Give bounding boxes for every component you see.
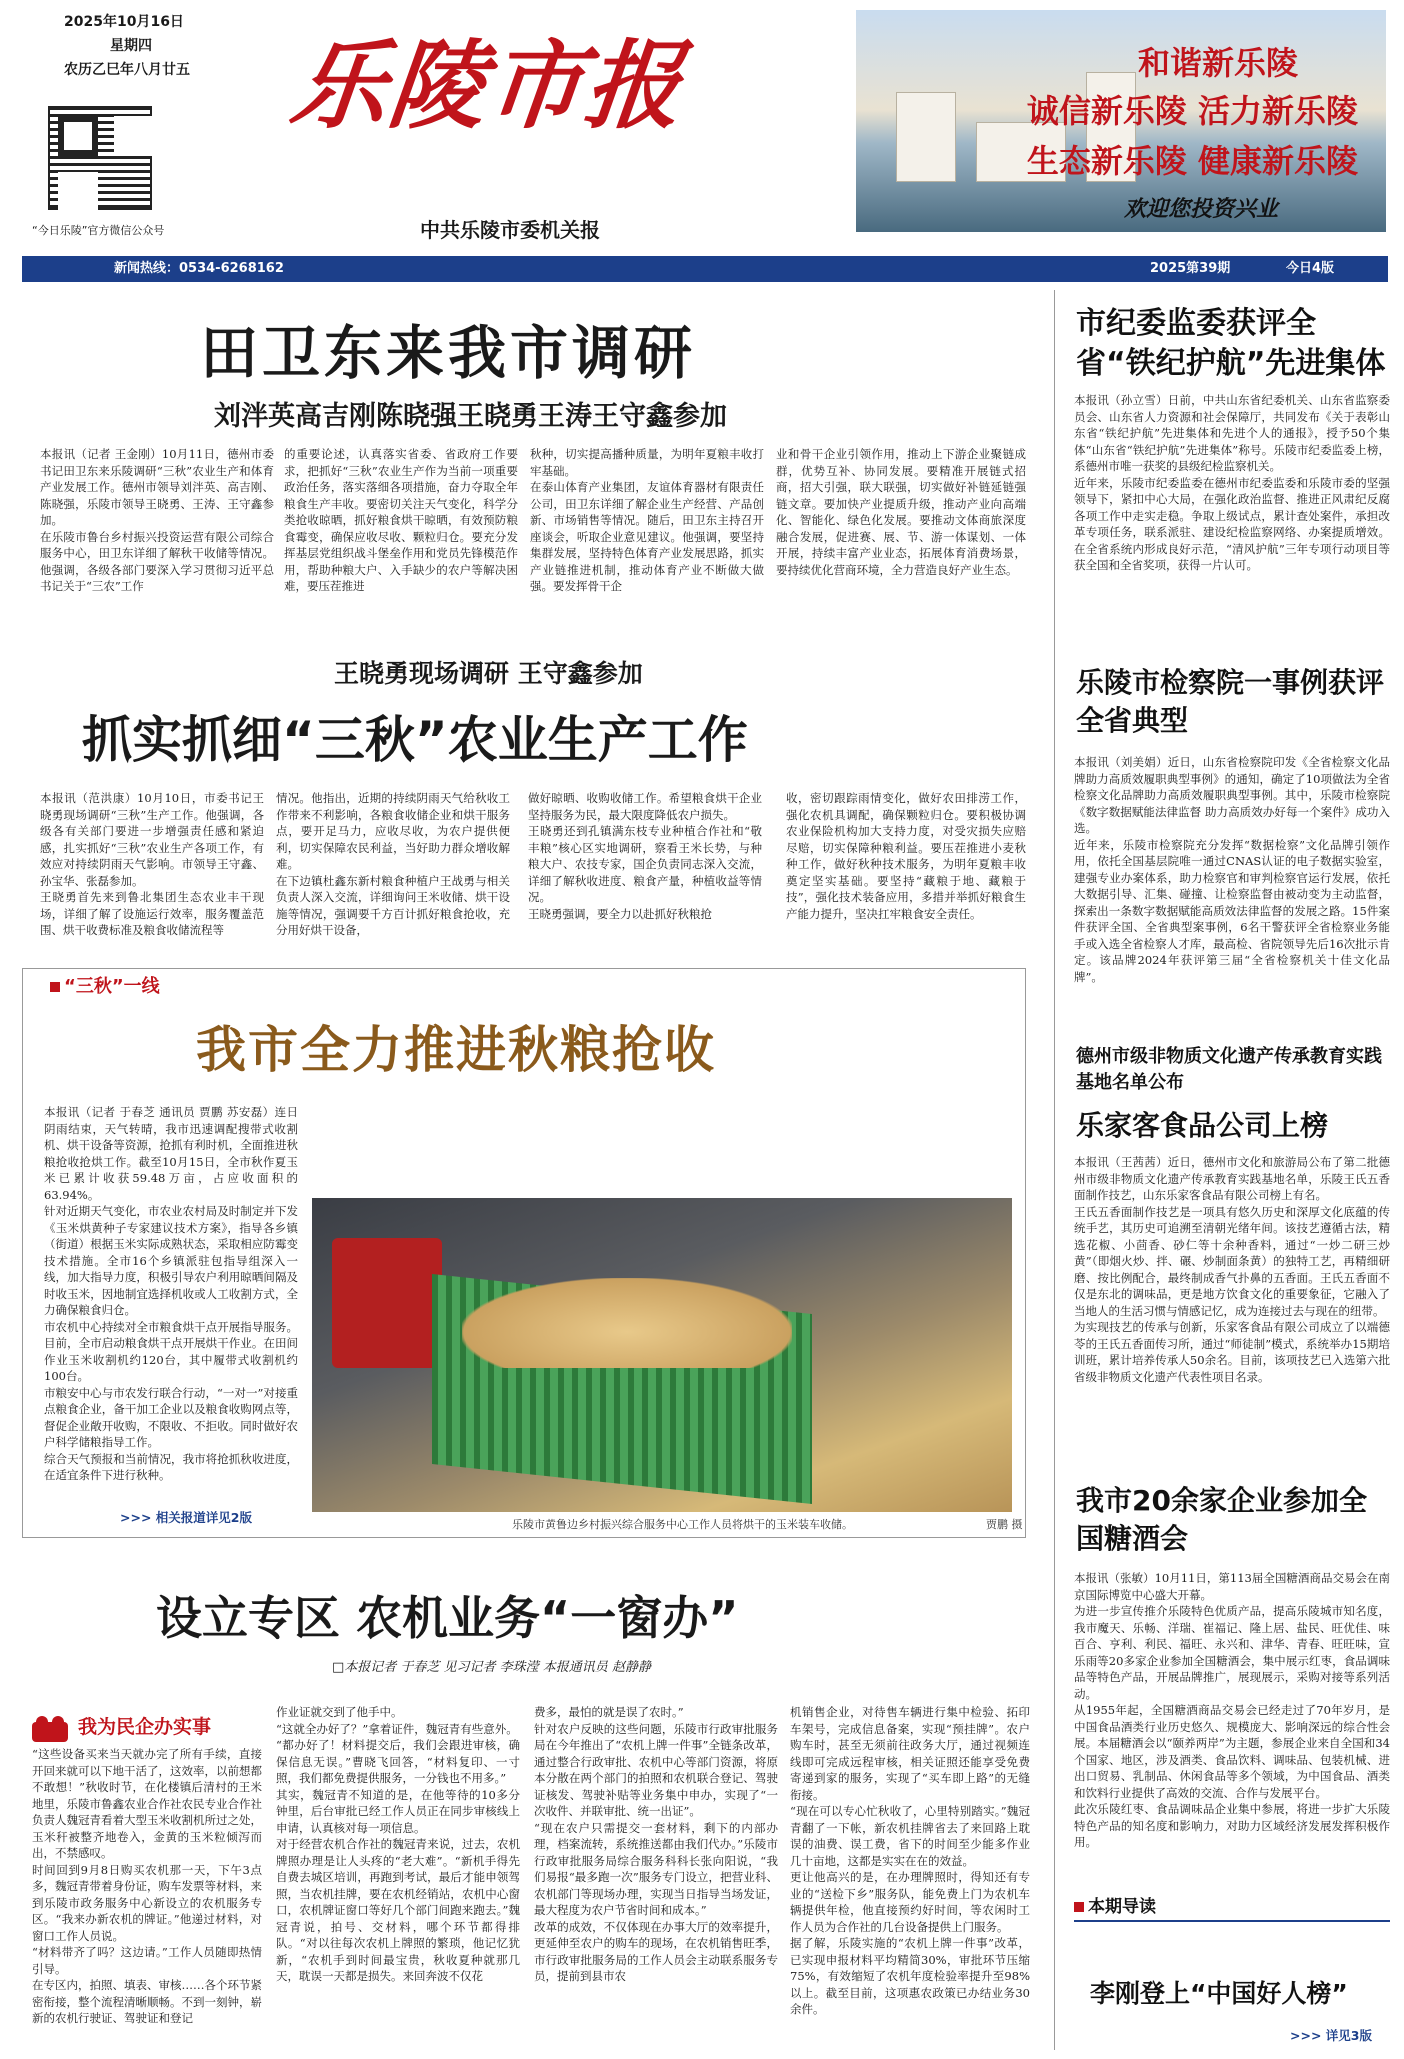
right-a-headline: 市纪委监委获评全省“铁纪护航”先进集体 <box>1076 306 1386 381</box>
feature-tag <box>50 972 160 998</box>
right-c-body: 本报讯（王茜茜）近日，德州市文化和旅游局公布了第二批德州市级非物质文化遗产传承教育实践基地名单，乐陵王氏五香面制作技艺，山东乐家客食品有限公司榜上有名。 王氏五香面制作技艺是一项具有悠久历史和深厚文化底蕴的传统手艺，其历史可追溯至清朝光绪年间。该技艺遵循古法，精选花椒、小茴香、砂仁等十余种香料，通过“一炒二研三炒黄”（即烟火炒、拌、碾、炒制面条黄）的独特工艺，再精细研磨、按比例配合，最终制成香气扑鼻的五香面。王氏五香面不仅是东北的调味品，更是地方饮食文化的重要象征，它融入了当地人的生活习惯与情感记忆，成为连接过去与现在的纽带。 为实现技艺的传承与创新，乐家客食品有限公司成立了以端德苓的王氏五香面传习所，通过“师徒制”模式，系统举办15期培训班，累计培养传承人50余名。目前，该项技艺已入选第六批省级非物质文化遗产代表性项目名录。 <box>1074 1155 1390 1384</box>
guide-tag-label: 本期导读 <box>1088 1897 1156 1917</box>
paper-host: 中共乐陵市委机关报 <box>420 218 600 242</box>
right-d-headline: 我市20余家企业参加全国糖酒会 <box>1076 1484 1367 1555</box>
feature-headline: 我市全力推进秋粮抢收 <box>196 1020 716 1079</box>
fourth-headline: 设立专区 农机业务“一窗办” <box>156 1591 739 1645</box>
guide-square-icon <box>1074 1902 1084 1912</box>
guide-more-link[interactable]: >>> 详见3版 <box>1290 2028 1372 2043</box>
right-b-headline: 乐陵市检察院一事例获评全省典型 <box>1076 666 1385 737</box>
second-kicker: 王晓勇现场调研 王守鑫参加 <box>334 659 643 688</box>
hotline: 新闻热线：0534-6268162 <box>114 261 284 276</box>
right-c-kicker: 德州市级非物质文化遗产传承教育实践基地名单公布 <box>1076 1046 1382 1093</box>
right-b-body: 本报讯（刘美娟）近日，山东省检察院印发《全省检察文化品牌助力高质效履职典型事例》的通知，确定了10项做法为全省检察文化品牌助力高质效履职典型事例。其中，乐陵市检察院《数字数据赋能法律监督 助力高质效办好每一个案件》成功入选。 近年来，乐陵市检察院充分发挥“数据检察”文化品牌引领作用，依托全国基层院唯一通过CNAS认证的电子数据实验室，建强专业办案体系，助力检察官和审判检察官运行发展，依托大数据引导、汇集、碰撞、让检察监督由被动变为主动监督，探索出一条数字数据赋能高质效法律监督的发展之路。15件案件获评全国、全省典型案事例，6名干警获评全省检察业务能手或入选全省检察人才库，最高检、省院领导先后16次批示肯定。该品牌2024年获评第三届“全省检察机关十佳文化品牌”。 <box>1074 755 1390 984</box>
feature-body: 本报讯（记者 于春芝 通讯员 贾鹏 苏安磊）连日阴雨结束，天气转晴，我市迅速调配搜带式收割机、烘干设备等资源，抢抓有利时机，全面推进秋粮抢收抢烘工作。截至10月15日，全市秋作夏玉米已累计收获59.48万亩，占应收面积的63.94%。 针对近期天气变化，市农业农村局及时制定并下发《玉米烘黄种子专家建议技术方案》，指导各乡镇（街道）根据玉米实际成熟状态，采取相应防霉变技术措施。全市16个乡镇派驻包指导组深入一线，加大指导力度，积极引导农户利用晾晒间隔及时收玉米，因地制宜选择机收或人工收割方式，全力确保粮食归仓。 市农机中心持续对全市粮食烘干点开展指导服务。目前，全市启动粮食烘干点开展烘干作业。在田间作业玉米收割机约120台，其中履带式收割机约100台。 市粮安中心与市农发行联合行动，“一对一”对接重点粮食企业，备干加工企业以及粮食收购网点等，督促企业敞开收购，不限收、不拒收。同时做好农户科学储粮指导工作。 综合天气预报和当前情况，我市将抢抓秋收进度，在适宜条件下进行秋种。 <box>44 1105 298 1482</box>
photo-credit: 贾鹏 摄 <box>986 1518 1023 1531</box>
grain-shape <box>462 1278 792 1368</box>
banner-line-2: 诚信新乐陵 活力新乐陵 <box>1026 92 1358 130</box>
fourth-col-1: “这些设备买来当天就办完了所有手续，直接开回来就可以下地干活了，这效率，以前想都不敢想！”秋收时节，在化楼镇后清村的王米地里，乐陵市鲁鑫农业合作社农民专业合作社负责人魏冠青看着大型玉米收割机所过之处，玉米秆被整齐地卷入，金黄的玉米粒倾泻而出，不禁感叹。 时间回到9月8日购买农机那一天，下午3点多，魏冠青带着身份证，购车发票等材料，来到乐陵市政务服务中心新设立的农机服务专区。“我来办新农机的牌证。”他递过材料，对窗口工作人员说。 “材料带齐了吗？这边请。”工作人员随即热情引导。 在专区内，拍照、填表、审核……各个环节紧密衔接，整个流程清晰顺畅。不到一刻钟，崭新的农机行驶证、驾驶证和登记 <box>32 1747 262 2025</box>
second-col-3: 做好晾晒、收购收储工作。希望粮食烘干企业坚持服务为民，最大限度降低农户损失。 王晓勇还到孔镇满东枝专业种植合作社和“敬丰粮”核心区实地调研，察看王米长势，与种粮大户、农技专家，国企负责同志深入交流，详细了解秋收进度、粮食产量，种植收益等情况。 王晓勇强调，要全力以赴抓好秋粮抢 <box>528 791 762 921</box>
page-count: 今日4版 <box>1286 261 1335 276</box>
truck-cab-shape <box>332 1238 442 1368</box>
feature-tag-label: “三秋”一线 <box>64 976 160 997</box>
qr-note: “今日乐陵”官方微信公众号 <box>32 224 165 237</box>
second-headline: 抓实抓细“三秋”农业生产工作 <box>82 711 748 769</box>
second-col-2: 情况。他指出，近期的持续阴雨天气给秋收工作带来不利影响，各粮食收储企业和烘干服务点，要开足马力，应收尽收，为农户提供便利，切实保障农民利益，当好助力群众增收解难。 在下边镇杜鑫东新村粮食种植户王战勇与相关负责人深入交流，详细询问王米收储、烘干设施等情况，强调要千方百计抓好粮食抢收，充分用好烘干设备， <box>276 791 510 937</box>
info-bar <box>22 256 1388 282</box>
handshake-icon <box>30 1712 70 1746</box>
right-c-headline: 乐家客食品公司上榜 <box>1076 1109 1329 1142</box>
banner-line-1: 和谐新乐陵 <box>1137 44 1298 82</box>
guide-rule <box>1074 1920 1390 1922</box>
guide-headline[interactable]: 李刚登上“中国好人榜” <box>1090 1979 1348 2008</box>
feature-more-link[interactable]: >>> 相关报道详见2版 <box>120 1510 252 1525</box>
guide-tag <box>1074 1892 1156 1917</box>
promo-banner <box>856 10 1386 232</box>
paper-title: 乐陵市报 <box>285 29 690 142</box>
second-col-4: 收，密切跟踪雨情变化，做好农田排涝工作，强化农机具调配，确保颗粒归仓。要积极协调农业保险机构加大支持力度，对受灾损失应赔尽赔，切实保障种粮利益。要压茬推进小麦秋种工作，做好秋种技术服务，为明年夏粮丰收奠定坚实基础。要坚持“藏粮于地、藏粮于技”，强化技术装备应用，多措并举抓好粮食生产能力提升，坚决扛牢粮食安全责任。 <box>786 791 1026 921</box>
second-col-1: 本报讯（范洪康）10月10日，市委书记王晓勇现场调研“三秋”生产工作。他强调，各级各有关部门要进一步增强责任感和紧迫感，扎实抓好“三秋”农业生产各项工作，有效应对持续阴雨天气影响。市领导王守鑫、孙宝华、张磊参加。 王晓勇首先来到鲁北集团生态农业丰干现场，详细了解了设施运行效率，服务覆盖范围、烘干收费标准及粮食收储流程等 <box>40 791 264 937</box>
right-d-body: 本报讯（张敏）10月11日，第113届全国糖酒商品交易会在南京国际博览中心盛大开幕。 为进一步宣传推介乐陵特色优质产品，提高乐陵城市知名度，我市魔天、乐畅、洋瑞、崔福记、隆上居、盐民、旺优佳、味百合、亨利、利民、福旺、永兴和、津华、青春、旺旺味，宣乐雨等20多家企业参加全国糖酒会，集中展示红枣，食品调味品等特色产品，开展品牌推广，展现展示，采购对接等系列活动。 从1955年起，全国糖酒商品交易会已经走过了70年岁月，是中国食品酒类行业历史悠久、规模庞大、影响深远的综合性会展。本届糖酒会以“颐养两岸”为主题，参展企业来自全国和34个国家、地区，涉及酒类、食品饮料、调味品、包装机械、进出口贸易、乳制品、休闲食品等多个领域，为中国食品、酒类和饮料行业提供了高效的交流、合作与发展平台。 此次乐陵红枣、食品调味品企业集中参展，将进一步扩大乐陵特色产品的知名度和影响力，对助力区域经济发展发挥积极作用。 <box>1074 1571 1390 1849</box>
lunar-date: 农历乙巳年八月廿五 <box>64 62 190 78</box>
masthead-dates <box>36 10 246 82</box>
fourth-col-3: 费多，最怕的就是误了农时。” 针对农户反映的这些问题，乐陵市行政审批服务局在今年推出了“农机上牌一件事”全链条改革，通过整合行政审批、农机中心等部门资源，将原本分散在两个部门的拍照和农机联合登记、驾驶证核发、驾驶补贴等业务集中申办，实现了“一次收件、并联审批、统一出证”。 “现在农户只需提交一套材料，剩下的内部办理，档案流转，系统推送都由我们代办。”乐陵市行政审批服务局综合服务科科长张向阳说，“我们易报“最多跑一次”服务专门设立，把营业科、农机部门等现场办理，实现当日指导当场发证，最大程度为农户节省时间和成本。” 改革的成效，不仅体现在办事大厅的效率提升，更延伸至农户的购车的现场，在农机销售旺季，市行政审批服务局的工作人员会主动联系服务专员，提前到县市农 <box>534 1705 778 1983</box>
lead-subtitle: 刘泮英高吉刚陈晓强王晓勇王涛王守鑫参加 <box>214 401 727 432</box>
right-a-body: 本报讯（孙立雪）日前，中共山东省纪委机关、山东省监察委员会、山东省人力资源和社会保障厅，共同发布《关于表彰山东省“铁纪护航”先进集体和先进个人的通报》，授予50个集体“山东省“铁纪护航”先进集体”称号。乐陵市纪委监委上榜，系德州市唯一获奖的县级纪检监察机关。 近年来，乐陵市纪委监委在德州市纪委监委和乐陵市委的坚强领导下，紧扣中心大局，在强化政治监督、推进正风肃纪反腐各项工作中走实走稳。争取上级试点，累计查处案件，承担改革专项任务，联系派驻、建设纪检监察网络、办案提质增效。在全省系统内形成良好示范，“清风护航”三年专项行动项目等获全国和全省奖项，获得一片认可。 <box>1074 393 1390 572</box>
fourth-col-2: 作业证就交到了他手中。 “这就全办好了？”拿着证件，魏冠青有些意外。 “都办好了！材料提交后，我们会跟进审核，确保信息无误。”曹晓飞回答，“材料复印、一寸照，我们都免费提供服务，一分钱也不用多。” 其实，魏冠青不知道的是，在他等待的10多分钟里，后台审批已经工作人员正在同步审核线上申请，认真核对每一项信息。 对于经营农机合作社的魏冠青来说，过去，农机牌照办理是让人头疼的“老大难”。“新机手得先自费去城区培训，再跑到考试，最后才能申领驾照，当农机挂牌，要在农机经销站，农机中心窗口，农机牌证窗口等好几个部门间跑来跑去。”魏冠青说，拍号、交材料，哪个环节都得排队。“对以往每次农机上牌照的繁琐，他记忆犹新，“农机手到时间最宝贵，秋收夏种就那几天，耽误一天都是损失。来回奔波不仅花 <box>276 1705 520 1983</box>
lead-col-2: 的重要论述，认真落实省委、省政府工作要求，把抓好“三秋”农业生产作为当前一项重要政治任务，落实落细各项措施，奋力夺取全年粮食生产丰收。要密切关注天气变化，科学分类抢收晾晒，抓好粮食烘干晾晒，有效预防粮食霉变，确保应收尽收、颗粒归仓。要充分发挥基层党组织战斗堡垒作用和党员先锋模范作用，帮助种粮大户、入手缺少的农户等解决困难，要压茬推进 <box>284 447 518 593</box>
photo-caption: 乐陵市黄鲁边乡村振兴综合服务中心工作人员将烘干的玉米装车收储。 <box>512 1518 853 1531</box>
banner-line-4: 欢迎您投资兴业 <box>1123 196 1278 222</box>
lead-col-1: 本报讯（记者 王金刚）10月11日，德州市委书记田卫东来乐陵调研“三秋”农业生产和体育产业发展工作。德州市领导刘泮英、高吉刚、陈晓强，乐陵市领导王晓勇、王涛、王守鑫参加。 在乐陵市鲁台乡村振兴投资运营有限公司综合服务中心，田卫东详细了解秋干收储等情况。他强调，各级各部门要深入学习贯彻习近平总书记关于“三农”工作 <box>40 447 274 593</box>
issue-date: 2025年10月16日 <box>64 14 184 30</box>
fourth-byline: □本报记者 于春芝 见习记者 李珠滢 本报通讯员 赵静静 <box>332 1660 651 1675</box>
tag-square-icon <box>50 982 60 992</box>
harvest-photo <box>312 1198 1012 1512</box>
weekday: 星期四 <box>110 38 152 54</box>
lead-headline: 田卫东来我市调研 <box>200 319 697 387</box>
qr-code[interactable] <box>48 106 152 210</box>
issue-number: 2025第39期 <box>1150 261 1231 276</box>
lead-col-4: 业和骨干企业引领作用，推动上下游企业聚链成群，优势互补、协同发展。要精准开展链式招商，招大引强，联大联强，切实做好补链延链强链文章。要加快产业提质升级，推动产业向高端化、智能化、绿色化发展。要推动文体商旅深度融合发展，促进赛、展、节、游一体谋划、一体开展，持续丰富产业业态，拓展体育消费场景，要持续优化营商环境，全力营造良好产业生态。 <box>776 447 1026 577</box>
banner-line-3: 生态新乐陵 健康新乐陵 <box>1026 142 1358 180</box>
lead-col-3: 秋种，切实提高播种质量，为明年夏粮丰收打牢基础。 在泰山体育产业集团，友谊体育器材有限责任公司，田卫东详细了解企业生产经营、产品创新、市场销售等情况。随后，田卫东主持召开座谈会，听取企业意见建议。他强调，要坚持集群发展，坚持特色体育产业发展思路，抓实产业链推进机制，推动体育产业不断做大做强。要发挥骨干企 <box>530 447 764 593</box>
building-shape <box>896 92 956 182</box>
fourth-col-4: 机销售企业，对待售车辆进行集中检验、拓印车架号，完成信息备案，实现“预挂牌”。农户购车时，甚至无须前往政务大厅，通过视频连线即可完成远程审核，相关证照还能享受免费寄递到家的服务，实现了“买车即上路”的无缝衔接。 “现在可以专心忙秋收了，心里特别踏实。”魏冠青翻了一下帐，新农机挂牌省去了来回路上耽误的油费、误工费，省下的时间至少能多作业几十亩地，这都是实实在在的效益。 更让他高兴的是，在办理牌照时，得知还有专业的“送检下乡”服务队，能免费上门为农机车辆提供年检，他直接预约好时间，等农闲时工作人员为合作社的几台设备提供上门服务。 据了解，乐陵实施的“农机上牌一件事”改革，已实现申报材料平均精简30%，审批环节压缩75%，有效缩短了农机年度检验率提升至98%以上。截至目前，这项惠农政策已办结业务30余件。 <box>790 1705 1030 2016</box>
column-tag: 我为民企办实事 <box>78 1716 212 1738</box>
column-divider <box>1054 290 1055 2050</box>
